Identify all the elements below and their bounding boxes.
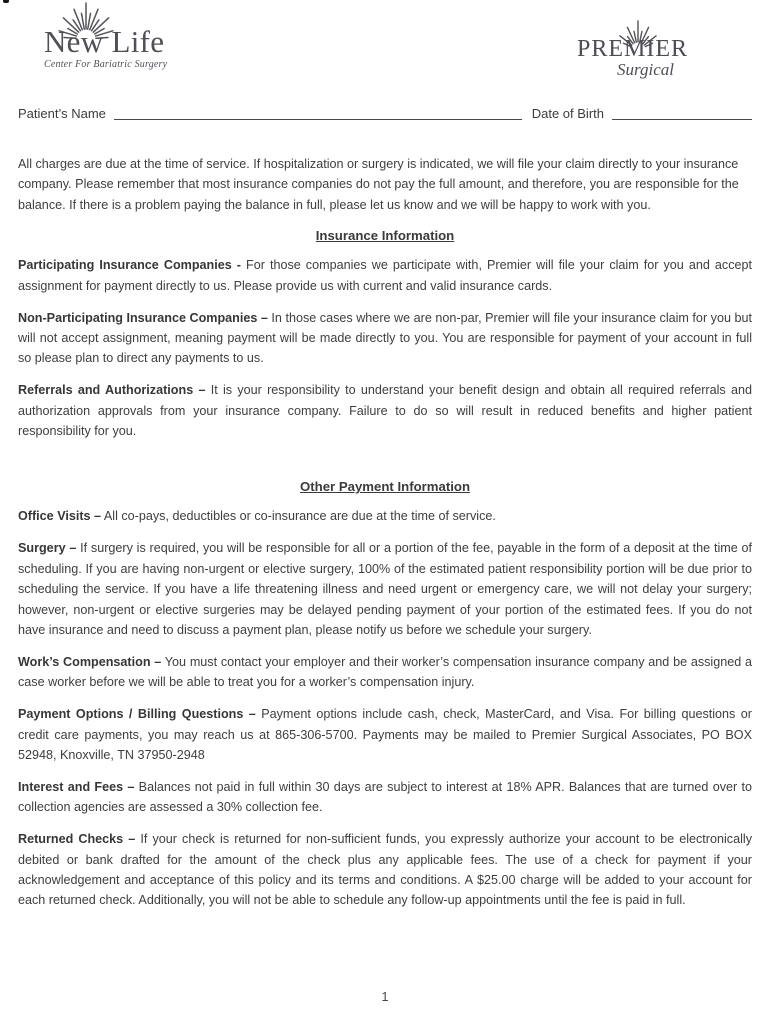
paragraph-text: Balances not paid in full within 30 days are subject to interest at 18% APR. Balances that are turned over to collection agencies are assessed a 30% collection fee.	[18, 779, 752, 815]
page-number: 1	[381, 990, 389, 1004]
date-of-birth-field[interactable]	[612, 106, 752, 120]
paragraph-participating-insurance	[18, 255, 752, 296]
date-of-birth-label: Date of Birth	[531, 106, 604, 121]
paragraph-text: Payment options include cash, check, MasterCard, and Visa. For billing questions or credit care payments, you may reach us at 865-306-5700. Payments may be mailed to Premier Surgical Associates, PO BOX 52948, Knoxville, TN 37950-2948	[18, 707, 752, 763]
paragraph-office-visits	[18, 506, 752, 526]
paragraph-interest-and-fees	[18, 777, 752, 818]
paragraph-text: For those companies we participate with, Premier will file your claim for you and accept assignment for payment directly to us. Please provide us with current and valid insurance cards.	[18, 258, 752, 293]
newlife-logo	[44, 26, 167, 70]
header	[18, 14, 752, 90]
paragraph-text: You must contact your employer and their worker’s compensation insurance company and be assigned a case worker before we will be able to treat you for a worker’s compensation injury.	[18, 654, 752, 690]
paragraph-non-participating-insurance	[18, 308, 752, 369]
section-heading-other-payment-information: Other Payment Information	[300, 479, 470, 495]
paragraph-lead: Work’s Compensation –	[18, 654, 162, 669]
section-heading-insurance-information: Insurance Information	[315, 228, 455, 244]
paragraph-works-compensation	[18, 652, 752, 693]
paragraph-text: In those cases where we are non-par, Premier will file your insurance claim for you but will not accept assignment, meaning payment will be made directly to you. You are responsible for payment of your account in full so please plan to direct any payments to us.	[18, 310, 752, 366]
paragraph-referrals-authorizations	[18, 380, 752, 441]
paragraph-text: It is your responsibility to understand your benefit design and obtain all required referrals and authorization approvals from your insurance company. Failure to do so will result in reduced benefits and higher patient responsibility for you.	[18, 383, 752, 439]
patient-name-field[interactable]	[114, 106, 522, 120]
paragraph-lead: Interest and Fees –	[18, 779, 135, 794]
paragraph-lead: Referrals and Authorizations –	[18, 383, 206, 398]
newlife-logo-name: New Life	[44, 24, 165, 59]
paragraph-lead: Non-Participating Insurance Companies –	[18, 310, 268, 325]
intro-paragraph: All charges are due at the time of service. If hospitalization or surgery is indicated, we will file your claim directly to your insurance company. Please remember that most insurance companies do not pay the full amount, and therefore, you are responsible for the balance. If there is a problem paying the balance in full, please let us know and we will be happy to work with you.	[18, 157, 739, 212]
paragraph-lead: Participating Insurance Companies -	[18, 258, 241, 273]
premier-logo-tagline: Surgical	[617, 60, 674, 79]
paragraph-text: If surgery is required, you will be responsible for all or a portion of the fee, payable in the form of a deposit at the time of scheduling. If you are having non-urgent or elective surgery, 100% of the estimated patient responsibility portion will be due prior to scheduling the service. If you have a life threatening illness and need urgent or emergency care, we will not delay your surgery; however, non-urgent or elective surgeries may be delayed pending payment of your portion of the estimated fees. If you do not have insurance and need to discuss a payment plan, please notify us before we schedule your surgery.	[18, 541, 752, 637]
paragraph-lead: Surgery –	[18, 541, 77, 556]
paragraph-text: All co-pays, deductibles or co-insurance are due at the time of service.	[101, 509, 496, 524]
premier-logo-name: PREMIER	[576, 36, 688, 62]
paragraph-returned-checks	[18, 829, 752, 911]
patient-info-row	[18, 104, 752, 121]
scan-artifact	[3, 0, 9, 3]
newlife-logo-tagline: Center For Bariatric Surgery	[44, 59, 168, 70]
paragraph-surgery	[18, 538, 752, 640]
paragraph-lead: Office Visits –	[18, 509, 102, 524]
premier-logo	[577, 37, 688, 80]
paragraph-lead: Returned Checks –	[18, 832, 136, 847]
paragraph-lead: Payment Options / Billing Questions –	[18, 707, 256, 722]
paragraph-text: If your check is returned for non-sufficient funds, you expressly authorize your account to be electronically debited or bank drafted for the amount of the check plus any applicable fees. The use of a check for payment if your acknowledgement and acceptance of this policy and its terms and conditions. A $25.00 charge will be added to your account for each returned check. Additionally, you will not be able to schedule any follow-up appointments until the fee is paid in full.	[18, 832, 752, 908]
paragraph-payment-options-billing	[18, 704, 752, 765]
patient-name-label: Patient’s Name	[18, 106, 106, 121]
